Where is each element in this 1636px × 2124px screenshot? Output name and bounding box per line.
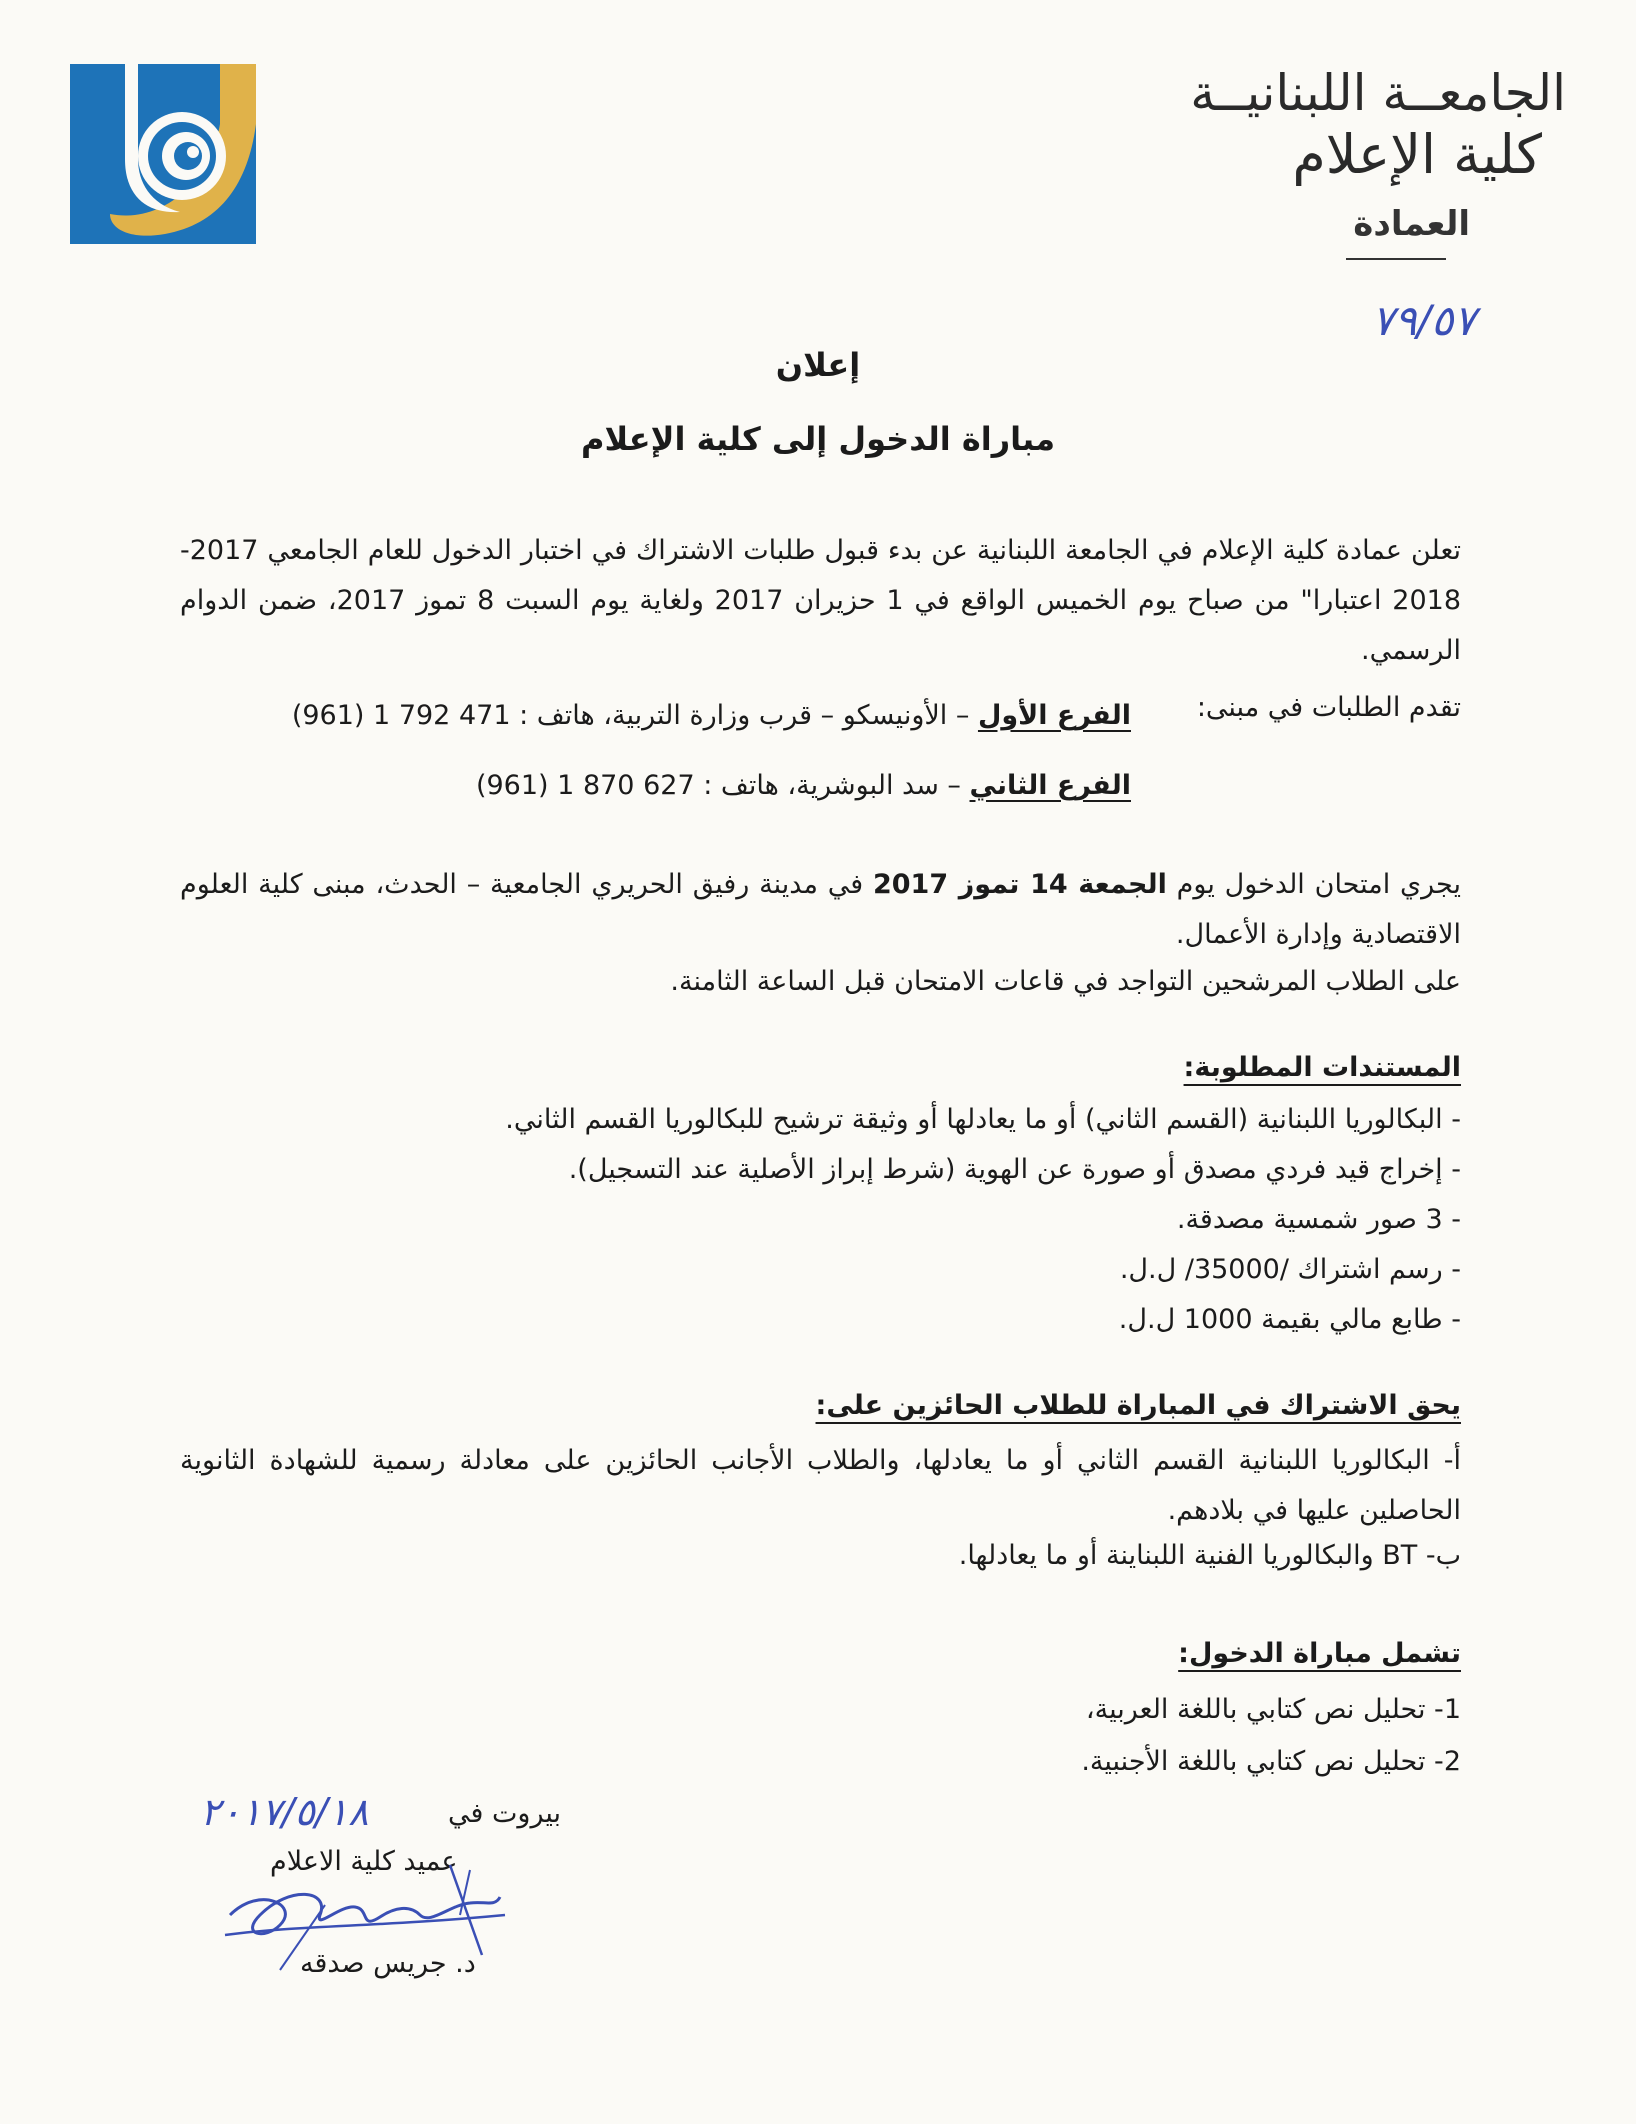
intro-paragraph: تعلن عمادة كلية الإعلام في الجامعة اللبنانية عن بدء قبول طلبات الاشتراك في اختبار الدخول للعام الجامعي 2017-2018 اعتبارا" من صباح يوم الخميس الواقع في 1 حزيران 2017 ولغاية يوم السبت 8 تموز 2017، ضمن الدوام الرسمي. [180, 535, 1461, 666]
documents-heading: المستندات المطلوبة: [1183, 1052, 1461, 1083]
signoff-date: ٢٠١٧/٥/١٨ [200, 1790, 369, 1834]
contents-heading: تشمل مباراة الدخول: [1178, 1638, 1461, 1669]
announcement-subject: مباراة الدخول إلى كلية الإعلام [581, 420, 1055, 458]
document-item: - 3 صور شمسية مصدقة. [1176, 1204, 1461, 1235]
exam-post: في مدينة رفيق الحريري الجامعية – الحدث، مبنى كلية العلوم الاقتصادية وإدارة الأعمال. [180, 869, 1461, 950]
branch-2-line [476, 770, 1131, 801]
eligibility-item-b: ب- BT والبكالوريا الفنية اللبناينة أو ما يعادلها. [958, 1540, 1461, 1571]
eligibility-heading: يحق الاشتراك في المباراة للطلاب الحائزين على: [815, 1390, 1461, 1421]
document-item: - طابع مالي بقيمة 1000 ل.ل. [1118, 1304, 1461, 1335]
exam-date: الجمعة 14 تموز 2017 [872, 869, 1167, 900]
exam-presence-note: على الطلاب المرشحين التواجد في قاعات الامتحان قبل الساعة الثامنة. [670, 966, 1461, 997]
branch-1-name: الفرع الأول [977, 700, 1131, 731]
office-name: العمادة [1353, 204, 1470, 244]
branch-1-line [292, 700, 1131, 731]
document-item: - رسم اشتراك /35000/ ل.ل. [1119, 1254, 1461, 1285]
signoff-place: بيروت في [448, 1798, 562, 1829]
reference-number: ٧٩/٥٧ [1371, 296, 1476, 345]
institution-header [1046, 62, 1566, 244]
signoff-name: د. جريس صدقه [300, 1948, 476, 1979]
branch-2-name: الفرع الثاني [969, 770, 1131, 801]
contents-item: 1- تحليل نص كتابي باللغة العربية، [1085, 1694, 1461, 1725]
header-divider [1346, 258, 1446, 260]
faculty-name: كلية الإعلام [1292, 123, 1542, 186]
applications-lead: تقدم الطلبات في مبنى: [1196, 692, 1461, 723]
exam-pre: يجري امتحان الدخول يوم [1166, 869, 1461, 900]
exam-paragraph [180, 860, 1461, 960]
university-name: الجامعــة اللبنانيــة [1190, 64, 1566, 122]
signoff-title: عميد كلية الاعلام [270, 1846, 458, 1877]
announcement-title: إعلان [775, 346, 861, 384]
document-item: - البكالوريا اللبنانية (القسم الثاني) أو ما يعادلها أو وثيقة ترشيح للبكالوريا القسم الثاني. [505, 1104, 1461, 1135]
branch-1-detail: – الأونيسكو – قرب وزارة التربية، هاتف : 471 792 1 (961) [291, 700, 978, 731]
contents-item: 2- تحليل نص كتابي باللغة الأجنبية. [1081, 1746, 1461, 1777]
eligibility-item-a: أ- البكالوريا اللبنانية القسم الثاني أو ما يعادلها، والطلاب الأجانب الحائزين على معادلة رسمية للشهادة الثانوية الحاصلين عليها في بلادهم. [180, 1445, 1461, 1526]
university-logo [70, 64, 256, 244]
document-item: - إخراج قيد فردي مصدق أو صورة عن الهوية (شرط إبراز الأصلية عند التسجيل). [568, 1154, 1461, 1185]
branch-2-detail: – سد البوشرية، هاتف : 627 870 1 (961) [475, 770, 970, 801]
